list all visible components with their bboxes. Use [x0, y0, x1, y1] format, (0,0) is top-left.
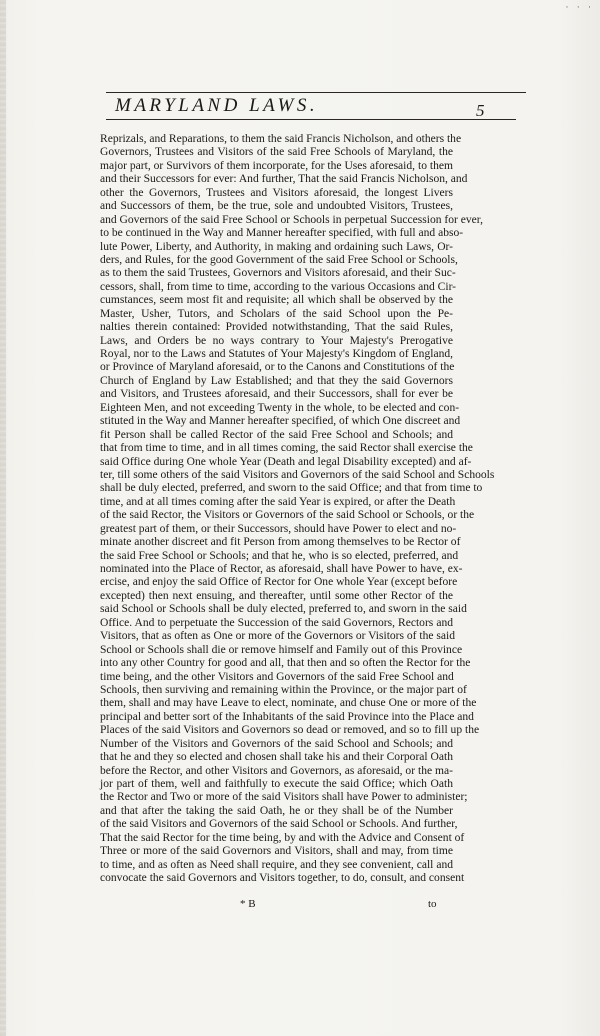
text-line: ercise, and enjoy the said Office of Rector for One whole Year (except before [100, 576, 458, 589]
text-line: the said Free School or Schools; and that he, who is so elected, preferred, and [100, 549, 459, 562]
text-line: and their Successors for ever: And further, That the said Francis Nicholson, and [100, 173, 468, 186]
text-line: Reprizals, and Reparations, to them the said Francis Nicholson, and others the [100, 133, 462, 145]
text-line: Eighteen Men, and not exceeding Twenty in the whole, to be elected and con- [100, 401, 460, 414]
text-line: major part, or Survivors of them incorporate, for the Uses aforesaid, to them [100, 159, 453, 172]
text-line: excepted) then next ensuing, and thereafter, until some other Rector of the [100, 589, 453, 602]
text-line: of the said Visitors and Governors of the said School or Schools. And further, [100, 818, 458, 831]
text-line: the Rector and Two or more of the said Visitors shall have Power to administer; [100, 791, 468, 804]
text-line: to time, and as often as Need shall require, and they see convenient, call and [100, 858, 453, 871]
text-line: time being, and the other Visitors and Governors of the said Free School and [100, 670, 454, 683]
text-line: Places of the said Visitors and Governors so dead or removed, and so to fill up the [100, 724, 480, 737]
text-line: principal and better sort of the Inhabitants of the said Province into the Place and [100, 710, 474, 723]
text-line: that he and they so elected and chosen shall take his and their Corporal Oath [100, 751, 453, 764]
text-line: jor part of them, well and faithfully to execute the said Office; which Oath [100, 778, 453, 790]
text-line: That the said Rector for the time being, by and with the Advice and Consent of [100, 831, 465, 844]
text-line: before the Rector, and other Visitors and Governors, as aforesaid, or the ma- [100, 764, 453, 777]
text-line: that from time to time, and in all times coming, the said Rector shall exercise the [100, 442, 473, 455]
catchword: to [428, 898, 437, 910]
text-line: said School or Schools shall be duly elected, preferred to, and sworn in the said [100, 603, 467, 616]
text-line: Visitors, that as often as One or more of the Governors or Visitors of the said [100, 630, 455, 643]
text-line: cessors, shall, from time to time, according to the various Occasions and Cir- [100, 280, 457, 293]
text-line: of the said Rector, the Visitors or Governors of the said School or Schools, or the [100, 509, 475, 522]
text-line: ders, and Rules, for the good Government of the said Free School or Schools, [100, 253, 458, 266]
text-line: minate another discreet and fit Person from among themselves to be Rector of [100, 536, 461, 549]
text-line: time, and at all times coming after the said Year is expired, or after the Death [100, 495, 456, 508]
text-line: nalties therein contained: Provided notwithstanding, That the said Rules, [100, 321, 453, 334]
text-line: said Office during One whole Year (Death and legal Disability excepted) and af- [100, 455, 472, 468]
text-line: Schools, then surviving and remaining within the Province, or the major part of [100, 683, 467, 696]
text-line: and Governors of the said Free School or Schools in perpetual Succession for ever, [100, 213, 484, 226]
signature-mark: * B [240, 898, 256, 910]
text-line: fit Person shall be called Rector of the said Free School and Schools; and [100, 428, 453, 441]
text-line: ter, till some others of the said Visitors and Governors of the said School and Schools [100, 468, 495, 481]
text-line: lute Power, Liberty, and Authority, in making and ordaining such Laws, Or- [100, 240, 453, 253]
text-line: other the Governors, Trustees and Visitors aforesaid, the longest Livers [100, 186, 453, 199]
body-text [100, 133, 495, 886]
text-line: them, shall and may have Leave to elect, nominate, and chuse One or more of the [100, 697, 477, 710]
text-line: Number of the Visitors and Governors of the said School and Schools; and [100, 737, 453, 750]
text-line: Office. And to perpetuate the Succession of the said Governors, Rectors and [100, 616, 453, 629]
text-line: Three or more of the said Governors and Visitors, shall and may, from time [100, 845, 453, 858]
text-line: shall be duly elected, preferred, and sworn to the said Office; and that from time to [100, 482, 483, 495]
page-number: 5 [476, 101, 485, 120]
text-line: Governors, Trustees and Visitors of the said Free Schools of Maryland, the [100, 146, 453, 159]
text-line: Laws, and Orders be no ways contrary to Your Majesty's Prerogative [100, 334, 453, 347]
corner-marks: · · · [565, 2, 594, 12]
text-line: to be continued in the Way and Manner hereafter specified, with full and abso- [100, 227, 464, 240]
text-line: nominated into the Place of Rector, as aforesaid, shall have Power to have, ex- [100, 563, 463, 575]
text-line: stituted in the Way and Manner hereafter specified, of which One discreet and [100, 415, 461, 428]
text-line: School or Schools shall die or remove himself and Family out of this Province [100, 643, 463, 656]
text-line: greatest part of them, or their Successors, should have Power to elect and no- [100, 522, 457, 535]
text-line: Master, Usher, Tutors, and Scholars of the said School upon the Pe- [100, 307, 453, 320]
text-line: and Successors of them, be the true, sole and undoubted Visitors, Trustees, [100, 200, 453, 213]
text-line: cumstances, seem most fit and requisite; all which shall be observed by the [100, 294, 453, 307]
page-edge [0, 0, 6, 1036]
text-line: or Province of Maryland aforesaid, or to the Canons and Constitutions of the [100, 361, 455, 374]
text-line: convocate the said Governors and Visitors together, to do, consult, and consent [100, 872, 465, 885]
text-line: and that after the taking the said Oath, he or they shall be of the Number [100, 804, 453, 817]
text-line: Church of England by Law Established; and that they the said Governors [100, 374, 453, 387]
text-line: into any other Country for good and all, that then and so often the Rector for the [100, 657, 471, 670]
text-line: as to them the said Trustees, Governors and Visitors aforesaid, and their Suc- [100, 267, 456, 280]
header-rule-top [106, 92, 526, 93]
text-line: Royal, nor to the Laws and Statutes of Your Majesty's Kingdom of England, [100, 348, 453, 360]
text-line: and Visitors, and Trustees aforesaid, and their Successors, shall for ever be [100, 388, 453, 401]
header-rule-bottom [106, 119, 516, 120]
running-title: MARYLAND LAWS. [115, 95, 319, 116]
